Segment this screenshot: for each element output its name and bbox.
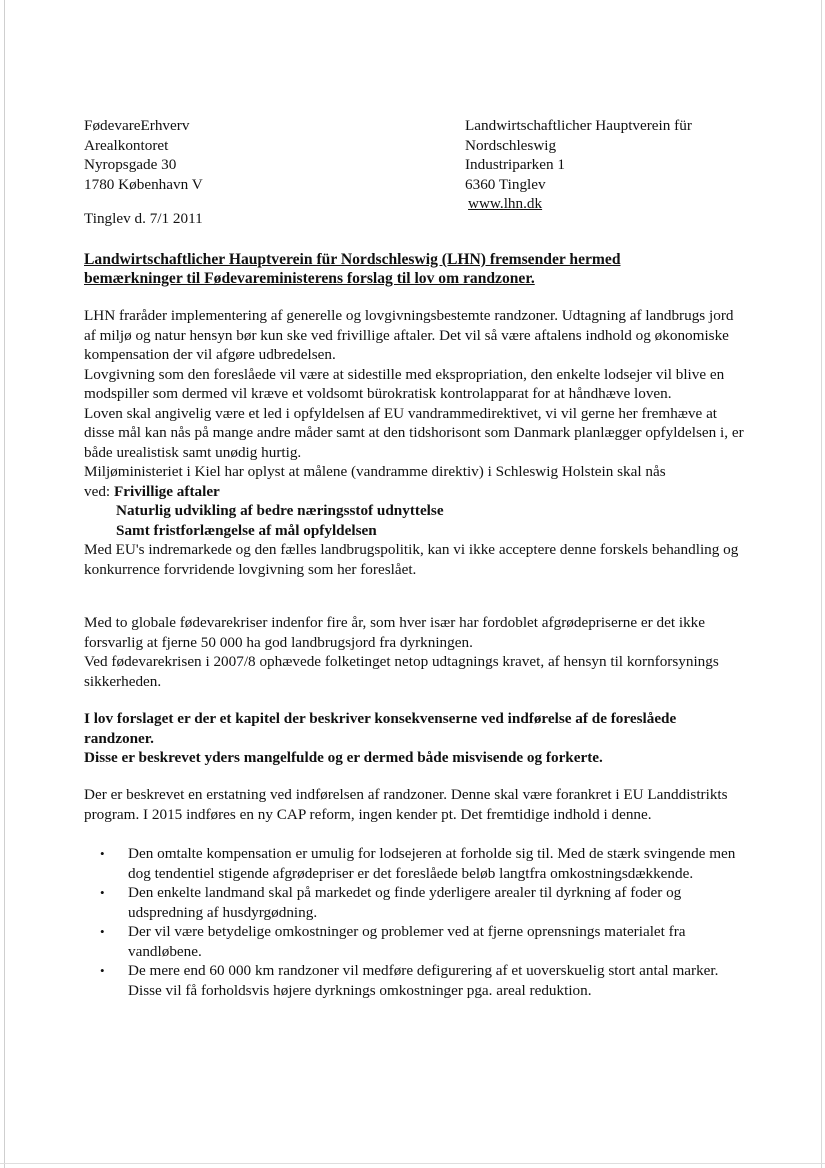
paragraph: Ved fødevarekrisen i 2007/8 ophævede folketinget netop udtagnings kravet, af hensyn til kornforsynings sikkerheden.: [84, 653, 719, 690]
paragraph: Loven skal angivelig være et led i opfyldelsen af EU vandrammedirektivet, vi vil gerne her fremhæve at disse mål kan nås på mange andre måder samt at den tidshorisont som Danmark planlægger opfyldelsen i, er både urealistisk samt unødig hurtig.: [84, 404, 744, 461]
section-compensation: [84, 785, 744, 824]
website-link[interactable]: www.lhn.dk: [468, 195, 543, 212]
sender-line: Nyropsgade 30: [84, 156, 177, 173]
list-item: [96, 844, 746, 883]
bullet-icon: •: [100, 924, 105, 939]
scan-edge-left: [4, 0, 5, 1168]
paragraph-text: ved:: [84, 482, 114, 500]
bullet-icon: •: [100, 963, 105, 978]
paragraph: Med to globale fødevarekriser indenfor fire år, som hver især har fordoblet afgrødepriserne er det ikke forsvarlig at fjerne 50 000 ha god landbrugsjord fra dyrkningen.: [84, 614, 705, 651]
list-item: [96, 883, 746, 922]
recipient-line: Landwirtschaftlicher Hauptverein für: [465, 117, 692, 134]
paragraph: Lovgivning som den foreslåede vil være at sidestille med ekspropriation, den enkelte lodsejer vil blive en modspiller som dermed vil kræve et voldsomt bürokratisk kontrolapparat for at håndhæve loven.: [84, 365, 725, 402]
sender-line: FødevareErhverv: [84, 117, 190, 134]
heading-line: bemærkninger til Fødevareministerens forslag til lov om randzoner.: [84, 270, 535, 287]
bullet-list: [96, 844, 746, 1000]
sender-address: [84, 116, 203, 194]
recipient-line: Industriparken 1: [465, 156, 565, 173]
letter-date: Tinglev d. 7/1 2011: [84, 210, 203, 227]
list-item-text: Der vil være betydelige omkostninger og problemer ved at fjerne oprensnings materialet fra vandløbene.: [128, 923, 686, 960]
section-consequences: [84, 709, 734, 768]
paragraph: LHN fraråder implementering af generelle og lovgivningsbestemte randzoner. Udtagning af landbrugs jord af miljø og natur hensyn bør kun ske ved frivillige aftaler. Det vil så være aftalens indhold og økonomiske kompensation der vil afgøre udbredelsen.: [84, 307, 734, 363]
scan-edge-right: [821, 0, 822, 1168]
paragraph: [84, 462, 744, 501]
sender-line: 1780 København V: [84, 175, 203, 193]
scan-edge-bottom: [0, 1163, 825, 1164]
list-item: [96, 961, 746, 1000]
bullet-icon: •: [100, 885, 105, 900]
point-natural-development: Naturlig udvikling af bedre næringsstof udnyttelse: [116, 502, 444, 519]
list-item-text: Den enkelte landmand skal på markedet og finde yderligere arealer til dyrkning af foder og udspredning af husdyrgødning.: [128, 884, 682, 921]
letter-heading: [84, 250, 724, 288]
point-deadline-extension: Samt fristforlængelse af mål opfyldelsen: [116, 521, 377, 539]
bold-statement: I lov forslaget er der et kapitel der beskriver konsekvenserne ved indførelse af de foreslåede randzoner.: [84, 710, 677, 747]
list-item-text: Den omtalte kompensation er umulig for lodsejeren at forholde sig til. Med de stærk svingende men dog tendentiel stigende afgrødepriser er det foreslåede beløb langtfra omkostningsdækkende.: [128, 845, 736, 882]
recipient-line: 6360 Tinglev: [465, 175, 546, 193]
sender-line: Arealkontoret: [84, 136, 169, 154]
section-food-crisis: [84, 613, 744, 691]
paragraph: Med EU's indremarkede og den fælles landbrugspolitik, kan vi ikke acceptere denne forskels behandling og konkurrence forvridende lovgivning som her foreslået.: [84, 541, 739, 578]
recipient-address: [465, 116, 692, 214]
recipient-line: Nordschleswig: [465, 136, 557, 154]
paragraph-text: Miljøministeriet i Kiel har oplyst at målene (vandramme direktiv) i Schleswig Holstein skal nås: [84, 463, 666, 480]
point-voluntary: Frivillige aftaler: [113, 482, 220, 500]
bullet-icon: •: [100, 846, 105, 861]
section-arguments: [84, 306, 744, 579]
list-item: [96, 922, 746, 961]
paragraph: Der er beskrevet en erstatning ved indførelsen af randzoner. Denne skal være forankret i EU Landdistrikts program. I 2015 indføres en ny CAP reform, ingen kender pt. Det fremtidige indhold i denne.: [84, 786, 728, 823]
heading-line: Landwirtschaftlicher Hauptverein für Nordschleswig (LHN) fremsender hermed: [84, 251, 621, 268]
list-item-text: De mere end 60 000 km randzoner vil medføre defigurering af et uoverskuelig stort antal marker. Disse vil få forholdsvis højere dyrknings omkostninger pga. areal reduktion.: [128, 962, 719, 999]
bold-statement: Disse er beskrevet yders mangelfulde og er dermed både misvisende og forkerte.: [84, 749, 603, 766]
